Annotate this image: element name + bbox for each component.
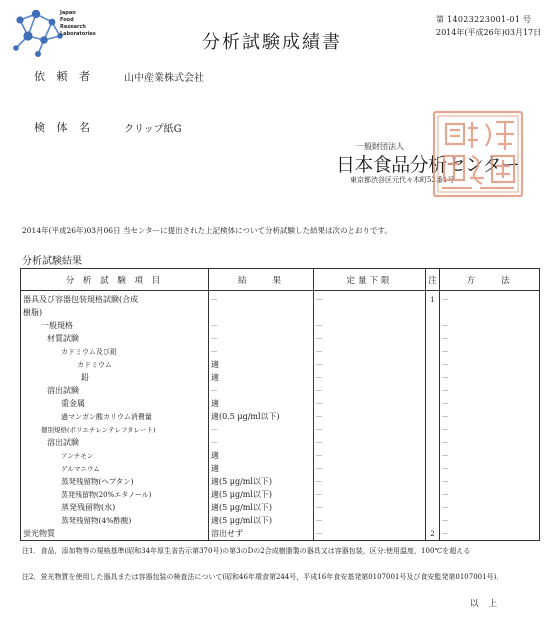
result-cell: --- (209, 345, 314, 358)
result-cell: 適(5 μg/ml以下) (209, 514, 314, 527)
note-cell (426, 397, 440, 410)
document-title: 分析試験成績書 (202, 32, 342, 53)
item-cell: カドミウム (21, 358, 209, 371)
limit-cell: --- (314, 436, 426, 449)
item-cell: 個別規格(ポリエチレンテレフタレート) (21, 423, 209, 436)
table-row (21, 462, 540, 475)
item-cell: 材質試験 (21, 332, 209, 345)
limit-cell: --- (314, 488, 426, 501)
method-cell: --- (440, 345, 540, 358)
result-cell: 適 (209, 371, 314, 384)
result-cell: 適(5 μg/ml以下) (209, 488, 314, 501)
result-cell: 適 (209, 397, 314, 410)
item-cell: 蛍光物質 (21, 527, 209, 541)
results-table (20, 268, 540, 541)
item-cell: 鉛 (21, 371, 209, 384)
limit-cell: --- (314, 514, 426, 527)
table-row (21, 397, 540, 410)
note-cell (426, 475, 440, 488)
limit-cell: --- (314, 332, 426, 345)
result-cell: --- (209, 436, 314, 449)
table-row (21, 332, 540, 345)
item-cell: 蒸発残留物(4%酢酸) (21, 514, 209, 527)
header-result: 結 果 (209, 269, 314, 291)
note-cell: 1 (426, 291, 440, 307)
limit-cell (314, 306, 426, 319)
result-cell: 適 (209, 449, 314, 462)
logo-line: Research (60, 24, 86, 30)
table-row (21, 514, 540, 527)
result-cell: --- (209, 423, 314, 436)
item-cell: 一般規格 (21, 319, 209, 332)
intro-text: 2014年(平成26年)03月06日 当センターに提出された上記検体について分析試験した結果は次のとおりです。 (22, 226, 392, 235)
table-row (21, 436, 540, 449)
document-number: 第 14023223001-01 号 (436, 15, 532, 24)
item-cell: ゲルマニウム (21, 462, 209, 475)
method-cell: --- (440, 291, 540, 307)
method-cell: --- (440, 488, 540, 501)
limit-cell: --- (314, 475, 426, 488)
item-cell: 過マンガン酸カリウム消費量 (21, 410, 209, 423)
table-row (21, 319, 540, 332)
result-cell: --- (209, 291, 314, 307)
limit-cell: --- (314, 423, 426, 436)
method-cell: --- (440, 332, 540, 345)
item-cell: 重金属 (21, 397, 209, 410)
method-cell: --- (440, 423, 540, 436)
note-cell (426, 410, 440, 423)
note-cell (426, 436, 440, 449)
header-limit: 定量下限 (314, 269, 426, 291)
limit-cell: --- (314, 462, 426, 475)
item-cell: 蒸発残留物(ヘプタン) (21, 475, 209, 488)
table-row (21, 291, 540, 307)
seal-stamp-icon (430, 108, 526, 200)
note-cell (426, 384, 440, 397)
note-cell (426, 319, 440, 332)
note-cell (426, 462, 440, 475)
item-cell: 樹脂) (21, 306, 209, 319)
table-row (21, 371, 540, 384)
note-cell (426, 423, 440, 436)
method-cell: --- (440, 462, 540, 475)
result-cell: --- (209, 319, 314, 332)
result-cell: --- (209, 384, 314, 397)
item-cell: 蒸発残留物(20%エタノール) (21, 488, 209, 501)
limit-cell: --- (314, 410, 426, 423)
result-cell: 適 (209, 358, 314, 371)
item-cell: 蒸発残留物(水) (21, 501, 209, 514)
method-cell: --- (440, 514, 540, 527)
limit-cell: --- (314, 384, 426, 397)
item-cell: アンチモン (21, 449, 209, 462)
note-cell (426, 306, 440, 319)
section-title: 分析試験結果 (22, 256, 82, 267)
issuer-type: 一般財団法人 (356, 142, 404, 151)
header-note: 注 (426, 269, 440, 291)
result-cell: 適 (209, 462, 314, 475)
note-cell (426, 514, 440, 527)
result-cell (209, 306, 314, 319)
note-cell (426, 488, 440, 501)
limit-cell: --- (314, 319, 426, 332)
item-cell: カドミウム及び鉛 (21, 345, 209, 358)
specimen-name: クリップ紙G (124, 124, 182, 135)
specimen-label: 検 体 名 (34, 121, 94, 134)
logo-line: Japan (60, 10, 76, 16)
note-cell (426, 449, 440, 462)
limit-cell: --- (314, 527, 426, 541)
footnote-2: 注2．蛍光物質を使用した器具または容器包装の検査法について(昭和46年環食第244号，平成16年食安基発第0107001号及び食安監発第0107001号)． (22, 573, 504, 581)
result-cell: 溶出せず (209, 527, 314, 541)
logo-line: Food (60, 17, 74, 23)
client-name: 山中産業株式会社 (124, 73, 204, 84)
method-cell: --- (440, 384, 540, 397)
result-cell: 適(5 μg/ml以下) (209, 501, 314, 514)
method-cell: --- (440, 358, 540, 371)
table-row (21, 475, 540, 488)
method-cell: --- (440, 410, 540, 423)
method-cell: --- (440, 371, 540, 384)
end-mark: 以上 (470, 599, 508, 609)
table-row (21, 527, 540, 541)
logo-text (60, 10, 96, 38)
note-cell (426, 332, 440, 345)
method-cell: --- (440, 319, 540, 332)
note-cell (426, 358, 440, 371)
document-date: 2014年(平成26年)03月17日 (436, 28, 542, 37)
method-cell (440, 306, 540, 319)
table-row (21, 358, 540, 371)
note-cell (426, 501, 440, 514)
header-method: 方 法 (440, 269, 540, 291)
limit-cell: --- (314, 371, 426, 384)
item-cell: 溶出試験 (21, 384, 209, 397)
note-cell (426, 345, 440, 358)
limit-cell: --- (314, 501, 426, 514)
method-cell: --- (440, 475, 540, 488)
result-cell: --- (209, 332, 314, 345)
table-row (21, 384, 540, 397)
method-cell: --- (440, 527, 540, 541)
table-row (21, 423, 540, 436)
issuer-name: 日本食品分析センター (336, 154, 520, 176)
table-row (21, 488, 540, 501)
note-cell: 2 (426, 527, 440, 541)
method-cell: --- (440, 436, 540, 449)
issuer-address: 東京都渋谷区元代々木町52番1号 (350, 176, 455, 184)
method-cell: --- (440, 501, 540, 514)
client-label: 依 頼 者 (34, 70, 94, 83)
table-row (21, 410, 540, 423)
item-cell: 溶出試験 (21, 436, 209, 449)
table-row (21, 449, 540, 462)
logo-line: Laboratories (60, 31, 96, 37)
table-row (21, 306, 540, 319)
limit-cell: --- (314, 291, 426, 307)
limit-cell: --- (314, 397, 426, 410)
note-cell (426, 371, 440, 384)
header-item: 分 析 試 験 項 目 (21, 269, 209, 291)
item-cell: 器具及び容器包装規格試験(合成 (21, 291, 209, 307)
result-cell: 適(5 μg/ml以下) (209, 475, 314, 488)
table-header-row (21, 269, 540, 291)
footnote-1: 注1．食品，添加物等の規格基準(昭和34年厚生省告示第370号)の第3のDの2合成樹脂製の器具又は容器包装，区分:使用温度，100℃を超える (22, 547, 471, 555)
result-cell: 適(0.5 μg/ml以下) (209, 410, 314, 423)
table-row (21, 501, 540, 514)
limit-cell: --- (314, 345, 426, 358)
limit-cell: --- (314, 449, 426, 462)
method-cell: --- (440, 397, 540, 410)
method-cell: --- (440, 449, 540, 462)
limit-cell: --- (314, 358, 426, 371)
table-row (21, 345, 540, 358)
